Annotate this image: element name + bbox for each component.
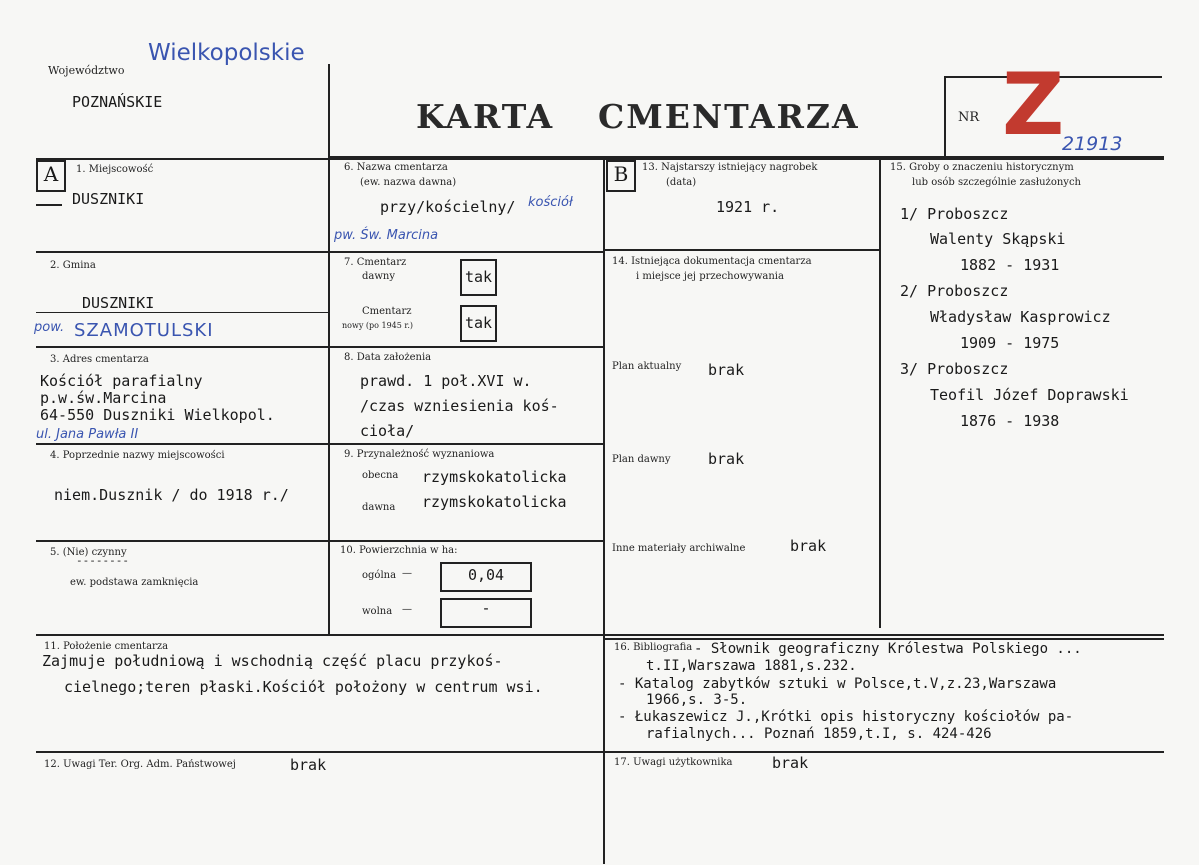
rule-col1-3 [36,443,329,445]
f14-plan-aktualny-label: Plan aktualny [612,361,682,372]
f17-value: brak [772,754,809,772]
wojewodztwo-label: Województwo [48,64,125,77]
rule-col2-1 [328,251,604,253]
section-a-letter: A [43,162,59,186]
f15-label: 15. Groby o znaczeniu historycznym [890,162,1074,173]
f3-label: 3. Adres cmentarza [50,354,149,365]
f3-handwritten: ul. Jana Pawła II [36,427,139,442]
f11-label: 11. Położenie cmentarza [44,641,169,652]
f6-value: przy/kościelny/ [380,198,516,216]
f14-inne-value: brak [790,537,827,555]
section-b-letter: B [613,162,629,186]
nr-box-left [944,76,946,158]
nr-letter: Z [1002,55,1065,155]
f16-line-4: 1966,s. 3-5. [646,692,748,708]
f9-label: 9. Przynależność wyznaniowa [344,449,495,460]
f17-label: 17. Uwagi użytkownika [614,757,733,768]
f10-wolna-dash: — [402,604,412,615]
f9-dawna-label: dawna [362,502,396,513]
rule-lower-mid-left [36,751,604,753]
f9-obecna-label: obecna [362,470,399,481]
rule-col1-2 [36,346,329,348]
f10-wolna-box [440,598,532,628]
f14-plan-dawny-label: Plan dawny [612,454,671,465]
f7-nowy-label: nowy (po 1945 r.) [342,321,413,330]
f6-label: 6. Nazwa cmentarza [344,162,448,173]
f15-sublabel: lub osób szczególnie zasłużonych [912,177,1081,188]
f8-line-1: prawd. 1 poł.XVI w. [360,372,532,390]
f7-dawny-label: dawny [362,271,396,282]
f10-ogolna-box [440,562,532,592]
f3-line-1: Kościół parafialny [40,372,203,390]
f7-nowy-box [460,305,497,342]
f12-value: brak [290,756,327,774]
f6-sublabel: (ew. nazwa dawna) [360,177,457,188]
f1-value: DUSZNIKI [72,190,145,208]
f9-obecna-value: rzymskokatolicka [422,468,567,486]
f2-note-prefix: pow. [34,320,65,335]
f2-value: DUSZNIKI [82,294,155,312]
f15-line-7: 3/ Proboszcz [900,360,1009,378]
col-divider-3 [879,158,881,628]
f15-line-4: 2/ Proboszcz [900,282,1009,300]
f10-label: 10. Powierzchnia w ha: [340,545,458,556]
f3-line-2: p.w.św.Marcina [40,389,167,407]
f16-line-1: - Słownik geograficzny Królestwa Polskiego ... [694,641,1082,657]
f15-line-3: 1882 - 1931 [960,256,1060,274]
f15-line-6: 1909 - 1975 [960,334,1060,352]
row-top-rule [36,158,1164,160]
wojewodztwo-stamp: Wielkopolskie [148,40,305,66]
nr-number: 21913 [1062,133,1123,155]
f8-line-3: cioła/ [360,422,415,440]
f11-line-1: Zajmuje południową i wschodnią część placu przykoś- [42,652,503,670]
f10-wolna-label: wolna [362,606,393,617]
rule-col1-1 [36,251,329,253]
nr-label: NR [958,110,980,125]
page-title-karta: KARTA [416,97,555,136]
section-a-box [36,160,66,192]
header-divider [328,64,330,157]
f7-label: 7. Cmentarz [344,257,407,268]
f13-value: 1921 r. [716,198,780,216]
rule-col2-4 [328,540,604,542]
f16-line-2: t.II,Warszawa 1881,s.232. [646,658,857,674]
f1-label: 1. Miejscowość [76,164,154,175]
f6-hand-2: pw. Św. Marcina [334,228,439,243]
f16-label: 16. Bibliografia [614,642,693,653]
f8-label: 8. Data założenia [344,352,432,363]
f15-line-2: Walenty Skąpski [930,230,1066,248]
f10-wolna-value: - [481,599,491,617]
rule-col3-1 [603,249,880,251]
f4-value: niem.Dusznik / do 1918 r./ [54,486,289,504]
f8-line-2: /czas wzniesienia koś- [360,397,559,415]
f16-line-5: - Łukaszewicz J.,Krótki opis historyczny kościołów pa- [618,709,1074,725]
f14-label: 14. Istniejąca dokumentacja cmentarza [612,256,812,267]
f10-ogolna-label: ogólna [362,570,397,581]
f5-sublabel: ew. podstawa zamknięcia [70,577,199,588]
f7-dawny-value: tak [464,268,493,286]
f4-label: 4. Poprzednie nazwy miejscowości [50,450,225,461]
f7-nowy-value: tak [464,314,493,332]
f5-label: 5. (Nie) czynny [50,547,127,558]
rule-col2-2 [328,346,604,348]
f16-line-3: - Katalog zabytków sztuki w Polsce,t.V,z.23,Warszawa [618,676,1057,692]
f3-line-3: 64-550 Duszniki Wielkopol. [40,406,275,424]
f7-label-2: Cmentarz [362,306,412,317]
col-divider-2 [603,158,605,864]
f15-line-9: 1876 - 1938 [960,412,1060,430]
f13-sublabel: (data) [666,177,697,188]
f15-line-8: Teofil Józef Doprawski [930,386,1129,404]
f6-hand-1: kościół [528,195,573,210]
f12-label: 12. Uwagi Ter. Org. Adm. Państwowej [44,759,236,770]
f16-line-6: rafialnych... Poznań 1859,t.I, s. 424-426 [646,726,992,742]
section-b-box [606,160,636,192]
section-a-underline [36,204,62,206]
page-title-cmentarza: CMENTARZA [598,97,860,136]
rule-lower-top [36,634,1164,636]
f9-dawna-value: rzymskokatolicka [422,493,567,511]
f2-underline [36,312,328,313]
f13-label: 13. Najstarszy istniejący nagrobek [642,162,818,173]
rule-lower-mid-right [603,751,1164,753]
rule-col1-4 [36,540,329,542]
f5-dashes: -------- [76,554,129,567]
col-divider-1 [328,158,330,634]
f2-label: 2. Gmina [50,260,96,271]
rule-col2-3 [328,443,604,445]
f7-dawny-box [460,259,497,296]
wojewodztwo-value: POZNAŃSKIE [72,93,163,111]
f14-plan-aktualny-value: brak [708,361,745,379]
f14-plan-dawny-value: brak [708,450,745,468]
f14-sublabel: i miejsce jej przechowywania [636,271,784,282]
rule-f16-top [603,638,1164,640]
f11-line-2: cielnego;teren płaski.Kościół położony w centrum wsi. [64,678,543,696]
f14-inne-label: Inne materiały archiwalne [612,543,746,554]
f10-ogolna-dash: — [402,568,412,579]
f15-line-5: Władysław Kasprowicz [930,308,1111,326]
f10-ogolna-value: 0,04 [467,566,505,584]
f2-note: SZAMOTULSKI [74,320,214,341]
f15-line-1: 1/ Proboszcz [900,205,1009,223]
